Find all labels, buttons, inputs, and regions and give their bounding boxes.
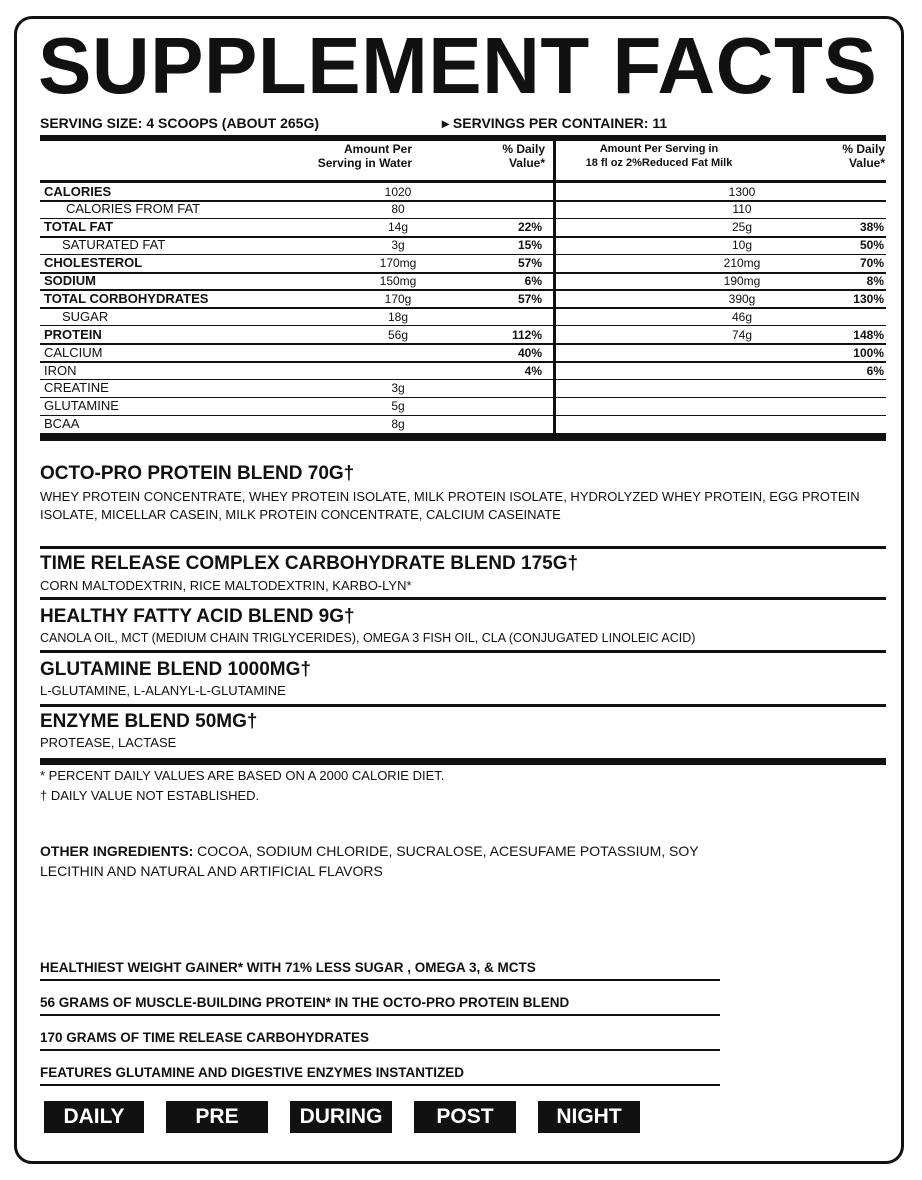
other-ingredients	[40, 841, 740, 881]
row-milk-dv: 130%	[853, 291, 884, 306]
claim-line: 56 GRAMS OF MUSCLE-BUILDING PROTEIN* IN THE OCTO-PRO PROTEIN BLEND	[40, 995, 570, 1010]
row-water-amount: 56g	[387, 327, 409, 342]
row-label: CALORIES	[44, 183, 112, 199]
row-water-amount: 3g	[391, 381, 405, 396]
claim-rule	[40, 979, 720, 981]
row-water-dv: 40%	[517, 345, 542, 360]
tag-during: DURING	[290, 1101, 392, 1133]
row-water-amount: 14g	[387, 220, 409, 235]
row-milk-amount: 110	[732, 202, 752, 217]
row-milk-amount: 1300	[728, 184, 756, 199]
row-water-dv: 6%	[524, 274, 542, 288]
row-label: CREATINE	[44, 380, 109, 396]
serving-size: SERVING SIZE: 4 SCOOPS (ABOUT 265G)	[40, 115, 320, 131]
blend-description: L-GLUTAMINE, L-ALANYL-L-GLUTAMINE	[40, 683, 286, 698]
header-water-dv: % Daily Value*	[502, 142, 545, 170]
row-separator	[40, 218, 553, 219]
blend-title: HEALTHY FATTY ACID BLEND 9G†	[40, 606, 355, 627]
row-water-amount: 8g	[391, 417, 405, 432]
tag-daily: DAILY	[44, 1101, 144, 1133]
row-separator	[556, 433, 886, 434]
claim-rule	[40, 1014, 720, 1016]
row-label: GLUTAMINE	[44, 398, 119, 414]
row-separator	[40, 361, 553, 363]
row-separator	[40, 415, 553, 416]
blend-title: TIME RELEASE COMPLEX CARBOHYDRATE BLEND 175G†	[40, 553, 579, 574]
footnote-dv: * PERCENT DAILY VALUES ARE BASED ON A 2000 CALORIE DIET.	[40, 768, 445, 783]
tag-pre: PRE	[166, 1101, 268, 1133]
row-milk-dv: 8%	[866, 274, 884, 288]
row-water-dv: 57%	[517, 291, 542, 306]
row-milk-amount: 390g	[728, 291, 756, 306]
row-separator	[40, 272, 553, 274]
tag-post: POST	[414, 1101, 516, 1133]
row-milk-amount: 190mg	[723, 274, 761, 288]
row-milk-dv: 50%	[859, 238, 884, 253]
header-milk-amount: Amount Per Serving in 18 fl oz 2%Reduced Fat Milk	[585, 143, 733, 169]
row-label: SODIUM	[44, 273, 96, 288]
blend-divider	[40, 597, 886, 600]
row-milk-dv: 38%	[859, 220, 884, 235]
row-water-amount: 5g	[391, 399, 405, 414]
row-label: CHOLESTEROL	[44, 255, 143, 271]
row-milk-amount: 210mg	[723, 256, 761, 271]
tag-night: NIGHT	[538, 1101, 640, 1133]
blend-description: CANOLA OIL, MCT (MEDIUM CHAIN TRIGLYCERIDES), OMEGA 3 FISH OIL, CLA (CONJUGATED LINOLEIC ACID)	[40, 631, 696, 645]
other-ingredients-text: COCOA, SODIUM CHLORIDE, SUCRALOSE, ACESUFAME POTASSIUM, SOY LECITHIN AND NATURAL AND ARTIFICIAL FLAVORS	[40, 843, 699, 879]
blend-divider	[40, 546, 886, 549]
header-water-amount: Amount Per Serving in Water	[317, 142, 412, 170]
row-separator	[556, 379, 886, 380]
row-separator	[40, 325, 553, 326]
row-separator	[556, 397, 886, 398]
claim-rule	[40, 1084, 720, 1086]
row-label: CALORIES FROM FAT	[66, 201, 201, 217]
row-label: BCAA	[44, 416, 80, 432]
blend-description: PROTEASE, LACTASE	[40, 735, 177, 750]
row-water-amount: 170mg	[379, 256, 417, 271]
row-label: TOTAL CORBOHYDRATES	[44, 290, 209, 306]
blend-title: OCTO-PRO PROTEIN BLEND 70G†	[40, 463, 355, 484]
header-milk-dv: % Daily Value*	[842, 142, 885, 170]
table-bottom-rule	[40, 434, 886, 441]
table-top-rule	[40, 135, 886, 141]
row-water-dv: 57%	[517, 256, 542, 271]
other-ingredients-label: OTHER INGREDIENTS:	[40, 843, 194, 859]
row-label: SATURATED FAT	[62, 237, 166, 253]
row-label: PROTEIN	[44, 326, 102, 342]
page-title: SUPPLEMENT FACTS	[38, 21, 878, 110]
row-water-amount: 18g	[387, 309, 409, 324]
row-label: TOTAL FAT	[44, 219, 114, 235]
row-label: SUGAR	[62, 308, 109, 324]
row-separator	[40, 379, 553, 380]
row-separator	[40, 343, 553, 345]
claim-line: FEATURES GLUTAMINE AND DIGESTIVE ENZYMES INSTANTIZED	[40, 1065, 465, 1080]
row-water-dv: 22%	[517, 220, 542, 235]
row-milk-dv: 148%	[853, 327, 884, 342]
footnote-dagger: † DAILY VALUE NOT ESTABLISHED.	[40, 788, 260, 803]
row-water-dv: 112%	[511, 327, 542, 342]
claim-line: HEALTHIEST WEIGHT GAINER* WITH 71% LESS SUGAR , OMEGA 3, & MCTS	[40, 960, 536, 975]
row-milk-dv: 6%	[866, 363, 884, 378]
servings-per-container: ▸ SERVINGS PER CONTAINER: 11	[442, 115, 668, 131]
row-milk-dv: 100%	[853, 345, 884, 360]
row-label: IRON	[44, 362, 77, 378]
row-separator	[556, 415, 886, 416]
blend-title: GLUTAMINE BLEND 1000MG†	[40, 659, 311, 680]
row-water-dv: 15%	[517, 238, 542, 253]
row-milk-amount: 46g	[731, 309, 753, 324]
blend-divider	[40, 650, 886, 653]
row-water-amount: 170g	[384, 291, 412, 306]
blend-title: ENZYME BLEND 50MG†	[40, 711, 258, 732]
blend-description: CORN MALTODEXTRIN, RICE MALTODEXTRIN, KARBO-LYN*	[40, 578, 412, 593]
row-water-amount: 1020	[384, 184, 412, 199]
row-milk-amount: 74g	[731, 327, 753, 342]
blend-divider	[40, 704, 886, 707]
row-water-amount: 80	[391, 202, 405, 217]
row-milk-amount: 25g	[731, 220, 753, 235]
row-milk-amount: 10g	[731, 238, 753, 253]
row-label: CALCIUM	[44, 344, 103, 360]
serving-line	[40, 113, 890, 133]
row-milk-dv: 70%	[859, 256, 884, 271]
row-water-amount: 3g	[391, 238, 405, 253]
row-water-amount: 150mg	[379, 274, 417, 288]
blends-bottom-rule	[40, 758, 886, 765]
row-separator	[40, 433, 553, 434]
blend-description: WHEY PROTEIN CONCENTRATE, WHEY PROTEIN ISOLATE, MILK PROTEIN ISOLATE, HYDROLYZED WHEY PROTEIN, EGG PROTEIN ISOLATE, MICELLAR CASEIN, MILK PROTEIN CONCENTRATE, CALCIUM CASEINATE	[40, 489, 860, 522]
row-water-dv: 4%	[524, 363, 542, 378]
row-separator	[40, 307, 553, 309]
claim-rule	[40, 1049, 720, 1051]
claim-line: 170 GRAMS OF TIME RELEASE CARBOHYDRATES	[40, 1030, 370, 1045]
